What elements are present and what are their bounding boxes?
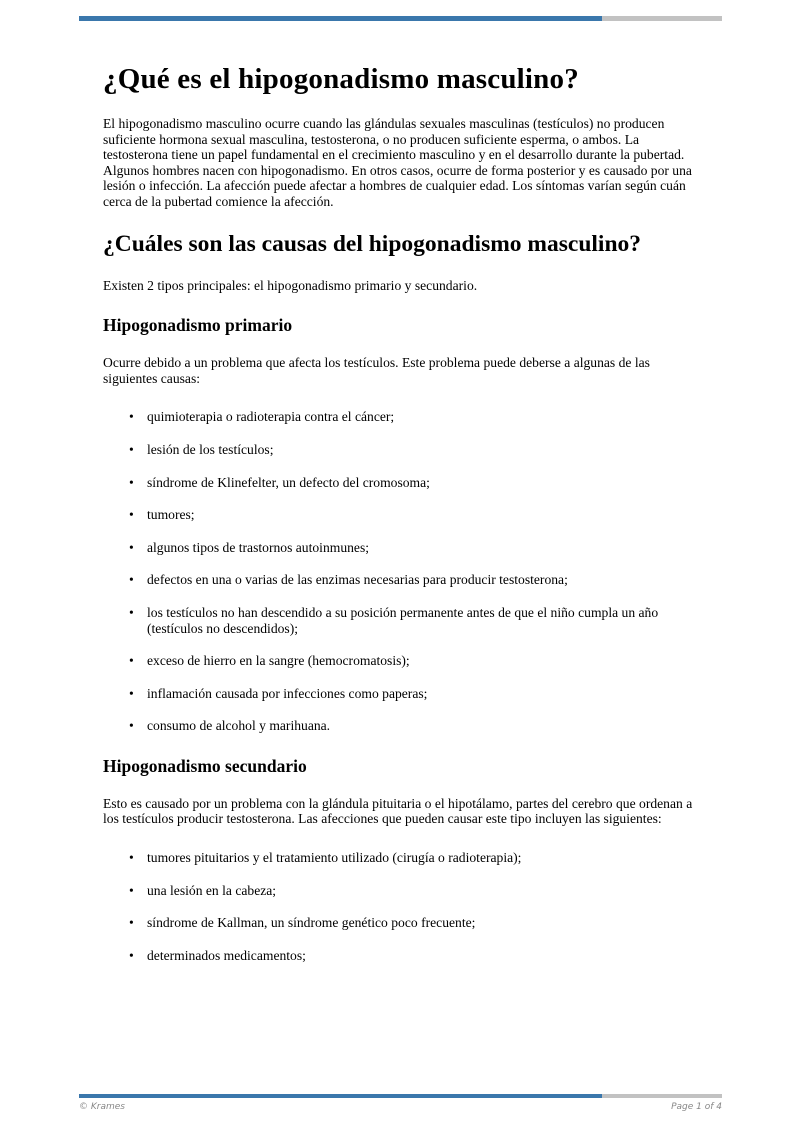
- list-item: • los testículos no han descendido a su posición permanente antes de que el niño cumpla un año (testículos no descendidos);: [147, 605, 695, 636]
- causes-section-heading: ¿Cuáles son las causas del hipogonadismo masculino?: [103, 230, 642, 257]
- list-item: • exceso de hierro en la sangre (hemocromatosis);: [147, 653, 695, 669]
- copyright-label: © Krames: [79, 1102, 125, 1112]
- document-title: ¿Qué es el hipogonadismo masculino?: [103, 63, 579, 95]
- primary-subheading: Hipogonadismo primario: [103, 315, 293, 336]
- causes-lead-paragraph: Existen 2 tipos principales: el hipogonadismo primario y secundario.: [103, 277, 478, 293]
- secondary-causes-list: [103, 850, 695, 963]
- list-item: • tumores pituitarios y el tratamiento utilizado (cirugía o radioterapia);: [147, 850, 695, 866]
- list-item: • consumo de alcohol y marihuana.: [147, 718, 695, 734]
- list-item: • lesión de los testículos;: [147, 442, 695, 458]
- list-item: • síndrome de Kallman, un síndrome genético poco frecuente;: [147, 915, 695, 931]
- secondary-subheading: Hipogonadismo secundario: [103, 755, 307, 776]
- intro-paragraph: El hipogonadismo masculino ocurre cuando las glándulas sexuales masculinas (testículos) no producen suficiente hormona sexual masculina, testosterona, o no producen suficiente esperma, o ambos. La testosterona tiene un papel fundamental en el crecimiento masculino y en el desarrollo durante la pubertad. Algunos hombres nacen con hipogonadismo. En otros casos, ocurre de forma posterior y es causado por una lesión o infección. La afección puede afectar a hombres de cualquier edad. Los síntomas varían según cuán cerca de la pubertad comience la afección.: [103, 116, 692, 209]
- primary-causes-list: [103, 409, 695, 734]
- list-item: • síndrome de Klinefelter, un defecto del cromosoma;: [147, 475, 695, 491]
- list-item: • defectos en una o varias de las enzimas necesarias para producir testosterona;: [147, 572, 695, 588]
- page-footer: [79, 1102, 722, 1113]
- list-item: • tumores;: [147, 507, 695, 523]
- list-item: • determinados medicamentos;: [147, 948, 695, 964]
- primary-intro-paragraph: Ocurre debido a un problema que afecta los testículos. Este problema puede deberse a algunas de las siguientes causas:: [103, 355, 650, 386]
- list-item: • inflamación causada por infecciones como paperas;: [147, 686, 695, 702]
- footer-divider-rule: [79, 1094, 722, 1098]
- list-item: • algunos tipos de trastornos autoinmunes;: [147, 540, 695, 556]
- footer-divider-accent: [79, 1094, 602, 1098]
- document-body: [103, 0, 695, 963]
- secondary-intro-paragraph: Esto es causado por un problema con la glándula pituitaria o el hipotálamo, partes del cerebro que ordenan a los testículos producir testosterona. Las afecciones que pueden causar este tipo incluyen las siguientes:: [103, 795, 693, 827]
- page-number-label: Page 1 of 4: [671, 1102, 722, 1112]
- list-item: • una lesión en la cabeza;: [147, 883, 695, 899]
- list-item: • quimioterapia o radioterapia contra el cáncer;: [147, 409, 695, 425]
